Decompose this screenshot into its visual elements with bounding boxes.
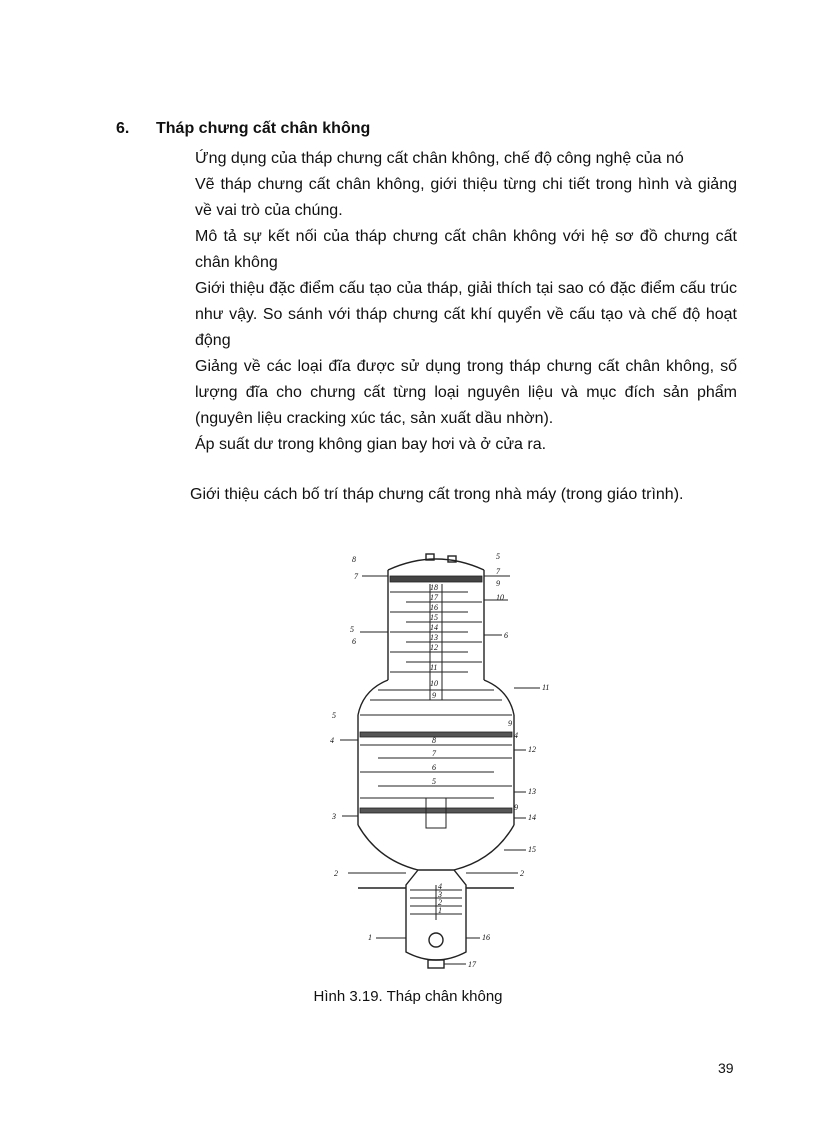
tray-12: 12 [430,643,438,652]
label-left-2: 7 [354,572,358,581]
tray-18: 18 [430,583,438,592]
section-heading [116,120,370,138]
label-left-8: 2 [334,869,338,878]
bottom-dome-left [358,825,418,870]
tray-8: 8 [432,736,436,745]
tray-10: 10 [430,679,438,688]
label-right-8: 4 [514,731,518,740]
tray-14: 14 [430,623,438,632]
tray-5: 5 [432,777,436,786]
paragraph-2: Vẽ tháp chưng cất chân không, giới thiệu từng chi tiết trong hình và giảng về vai trò của chúng. [195,176,737,219]
paragraph-6: Áp suất dư trong không gian bay hơi và ở cửa ra. [195,436,547,453]
tray-2: 2 [438,898,442,907]
packing-mid [360,732,512,737]
packing-low [360,808,512,813]
tray-4: 4 [438,882,442,891]
tray-13: 13 [430,633,438,642]
bottom-outlet [428,960,444,968]
label-left-4: 6 [352,637,356,646]
label-right-12: 14 [528,813,536,822]
tray-6: 6 [432,763,436,772]
section-number: 6. [116,120,130,137]
tray-3: 3 [438,890,442,899]
label-right-2: 7 [496,567,500,576]
paragraph-7-wrap [190,482,738,508]
feed-inlet [429,933,443,947]
figure-caption: Hình 3.19. Tháp chân không [313,988,503,1005]
paragraph-7: Giới thiệu cách bố trí tháp chưng cất trong nhà máy (trong giáo trình). [190,486,684,503]
paragraph-1: Ứng dụng của tháp chưng cất chân không, chế độ công nghệ của nó [195,150,684,167]
label-left-1: 8 [352,555,356,564]
label-right-10: 13 [528,787,536,796]
label-right-3: 9 [496,579,500,588]
transition-left [358,680,388,715]
tray-11: 11 [430,663,438,672]
tray-9: 9 [432,691,436,700]
label-left-6: 4 [330,736,334,745]
paragraph-4: Giới thiệu đặc điểm cấu tạo của tháp, giải thích tại sao có đặc điểm cấu trúc như vậy. So sánh với tháp chưng cất khí quyển về cấu tạo và chế độ hoạt động [195,280,737,349]
vacuum-tower-diagram [318,540,554,980]
tray-1: 1 [438,906,442,915]
section-title: Tháp chưng cất chân không [156,120,371,137]
label-right-7: 9 [508,719,512,728]
label-right-6: 11 [542,683,550,692]
tray-16: 16 [430,603,438,612]
demister-top [390,576,482,582]
label-right-13: 15 [528,845,536,854]
label-left-3: 5 [350,625,354,634]
label-right-15: 16 [482,933,490,942]
tray-7: 7 [432,749,436,758]
label-left-9: 1 [368,933,372,942]
paragraph-list [195,146,737,458]
label-right-1: 5 [496,552,500,561]
tray-17: 17 [430,593,438,602]
label-right-5: 6 [504,631,508,640]
transition-right [484,680,514,715]
label-right-11: 9 [514,803,518,812]
label-left-5: 5 [332,711,336,720]
paragraph-3: Mô tả sự kết nối của tháp chưng cất chân không với hệ sơ đồ chưng cất chân không [195,228,737,271]
bottom-dome-right [454,825,514,870]
label-right-4: 10 [496,593,504,602]
paragraph-5: Giảng về các loại đĩa được sử dụng trong tháp chưng cất chân không, số lượng đĩa cho chưng cất từng loại nguyên liệu và mục đích sản phẩm (nguyên liệu cracking xúc tác, sản xuất dầu nhờn). [195,358,737,427]
page-number: 39 [718,1060,734,1076]
label-right-16: 17 [468,960,476,969]
label-right-14: 2 [520,869,524,878]
top-head [388,559,484,570]
vacuum-tower-figure [318,540,554,980]
label-right-9: 12 [528,745,536,754]
label-left-7: 3 [332,812,336,821]
tray-15: 15 [430,613,438,622]
